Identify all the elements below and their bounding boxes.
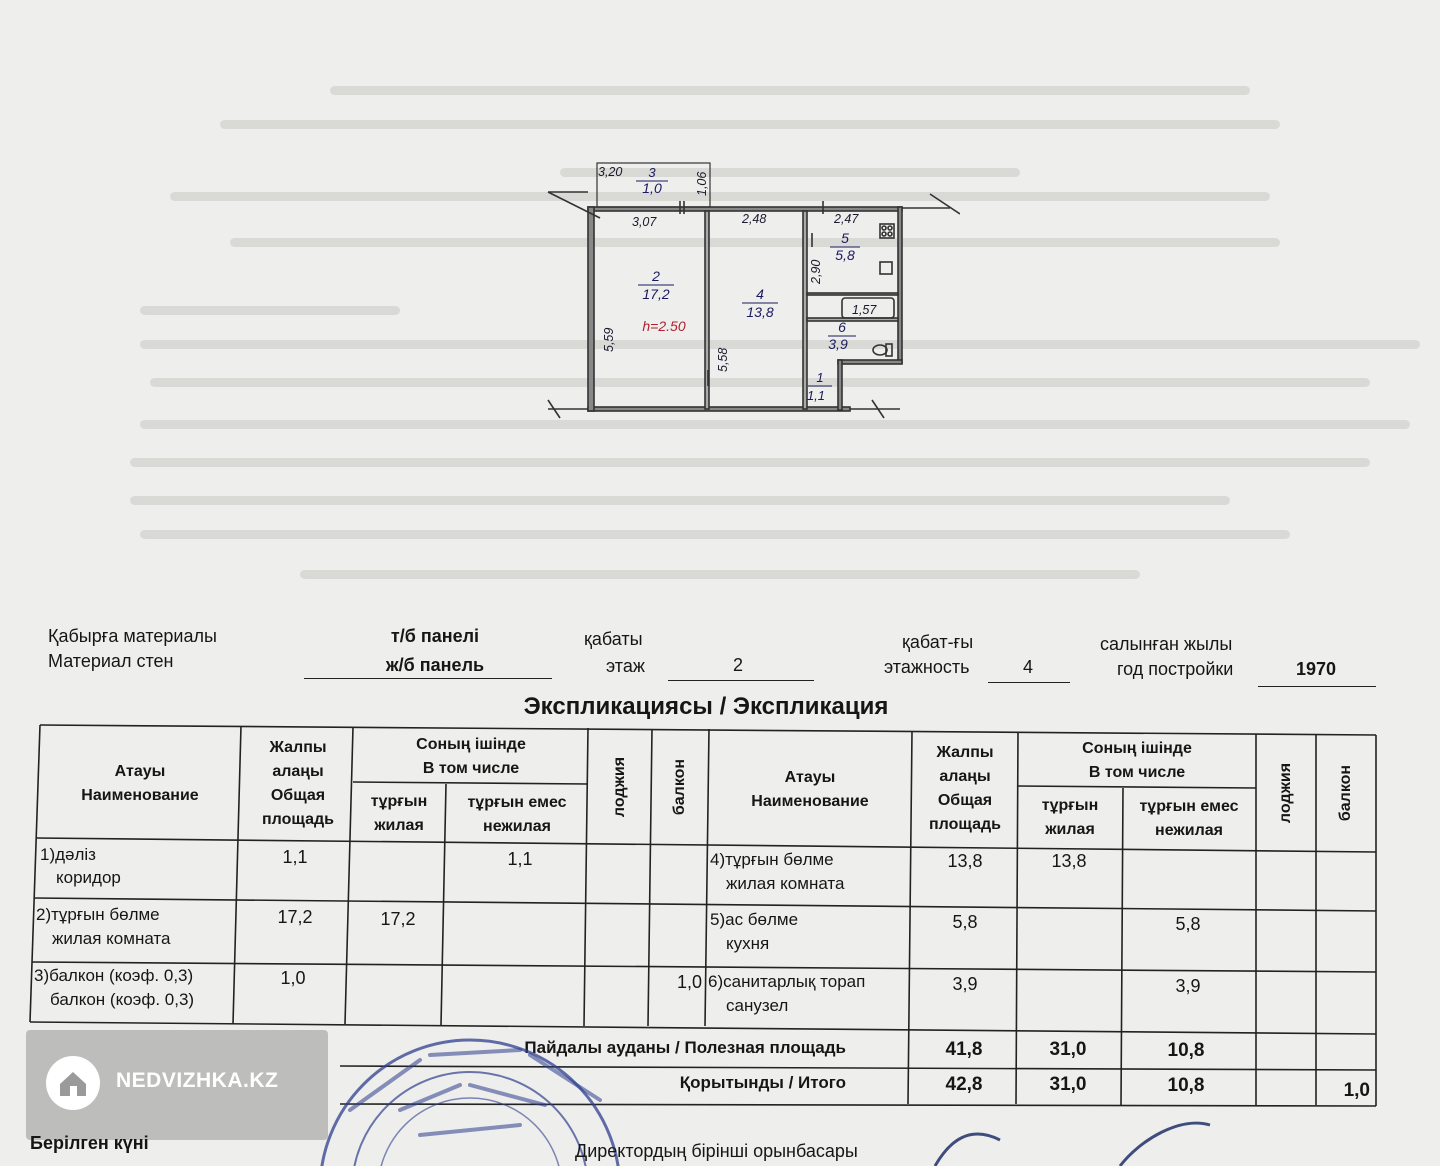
header-living-left [352,790,446,838]
right-row1-name2: жилая комната [726,874,845,893]
dim-balcony-depth: 1,06 [695,171,709,196]
room-6-area: 3,9 [828,336,848,352]
left-row3-total: 1,0 [280,968,306,988]
header-balcony-left: балкон [671,758,688,816]
header-name-right [712,766,908,814]
header-living-right [1018,794,1122,842]
dim-room2-length: 5,59 [602,327,616,352]
header-total-left [244,736,352,832]
right-row3-name2: санузел [726,996,789,1015]
header-living-kz-r: тұрғын [1041,797,1099,814]
header-incl-ru-r: В том числе [1088,764,1186,781]
wall-material-label-ru: Материал стен [48,651,174,671]
header-incl-right [1018,737,1256,785]
header-nonliving-ru: нежилая [483,818,551,835]
room-5-area: 5,8 [835,247,855,263]
room-3-area: 1,0 [642,180,662,196]
useful-area-living: 31,0 [1049,1039,1087,1060]
header-total-kz2-r: алаңы [939,768,991,785]
header-name-ru-r: Наименование [751,793,869,810]
dim-room4-length: 5,58 [716,347,730,372]
room-1-area: 1,1 [806,388,826,403]
right-row3-nonliving: 3,9 [1175,976,1201,996]
header-total-kz1-r: Жалпы [936,744,994,761]
left-row1-name1: 1)дәліз [40,845,96,864]
wall-material-value-kz: т/б панелі [390,626,480,646]
header-total-ru1-r: Общая [937,792,993,809]
right-row3-name1: 6)санитарлық торап [708,972,866,991]
header-total-kz1: Жалпы [269,739,327,756]
room-2-number: 2 [652,268,660,284]
itogo-label: Қорытынды / Итого [679,1073,846,1092]
left-row2-living: 17,2 [380,909,416,929]
issued-label: Берілген күні [30,1133,149,1153]
dim-balcony-width: 3,20 [598,165,623,179]
header-name-left [40,760,240,808]
header-balcony-right: балкон [1337,764,1354,822]
right-row2-total: 5,8 [952,912,978,932]
itogo-living: 31,0 [1049,1074,1087,1095]
dim-kitchen-depth: 2,90 [809,259,823,284]
floor-label-ru: этаж [606,656,645,676]
header-total-right [912,741,1018,837]
header-loggia-left: лоджия [611,756,628,818]
room-6-number: 6 [838,319,846,335]
header-loggia-right: лоджия [1277,762,1294,824]
room-4-area: 13,8 [746,304,774,320]
dim-bath: 1,57 [852,303,877,317]
right-row1-total: 13,8 [947,851,983,871]
header-name-kz-r: Атауы [784,769,836,786]
dim-room4-width: 2,48 [742,212,767,226]
useful-area-total: 41,8 [945,1039,983,1060]
room-3-number: 3 [648,165,656,180]
room-5-number: 5 [841,230,849,246]
right-row2-name1: 5)ас бөлме [710,910,799,929]
left-row1-total: 1,1 [282,847,308,867]
home-icon [46,1056,100,1110]
dim-kitchen-width: 2,47 [834,212,859,226]
header-living-ru: жилая [374,817,424,834]
header-incl-ru: В том числе [422,760,520,777]
signature [920,1112,1220,1166]
header-nonliving-left [446,791,588,839]
left-row3-name1: 3)балкон (коэф. 0,3) [34,966,194,985]
explication-title: Экспликациясы / Экспликация [523,693,889,720]
room-4-number: 4 [756,286,764,302]
year-value: 1970 [1295,659,1337,679]
header-nonliving-right [1122,795,1256,843]
useful-area-nonliving: 10,8 [1167,1040,1205,1061]
itogo-total: 42,8 [945,1074,983,1095]
left-row2-name1: 2)тұрғын бөлме [36,905,160,924]
floor-label-kz: қабаты [584,629,643,649]
ceiling-height: h=2.50 [642,318,686,334]
left-row3-balcony: 1,0 [676,972,702,992]
itogo-nonliving: 10,8 [1167,1075,1205,1096]
header-nonliving-ru-r: нежилая [1155,822,1223,839]
watermark-text: NEDVIZHKA.KZ [116,1069,279,1092]
left-row1-name2: коридор [56,868,121,887]
header-incl-kz: Соның ішінде [416,736,526,753]
header-total-ru1: Общая [270,787,326,804]
right-row2-name2: кухня [726,934,770,953]
header-living-kz: тұрғын [370,793,428,810]
wall-material-value-ru: ж/б панель [385,655,485,675]
header-nonliving-kz: тұрғын емес [467,794,567,811]
header-incl-kz-r: Соның ішінде [1082,740,1192,757]
right-row1-name1: 4)тұрғын бөлме [710,850,834,869]
room-2-area: 17,2 [642,286,670,302]
left-row2-total: 17,2 [277,907,313,927]
dim-room2-width: 3,07 [632,215,657,229]
left-row1-nonliving: 1,1 [507,849,533,869]
floor-value: 2 [732,655,743,675]
header-incl-left [354,733,588,781]
left-row3-name2: балкон (коэф. 0,3) [50,990,195,1009]
useful-area-label: Пайдалы ауданы / Полезная площадь [524,1038,846,1057]
room-1-number: 1 [816,370,824,385]
header-name-kz: Атауы [114,763,166,780]
header-total-kz2: алаңы [272,763,324,780]
year-label-ru: год постройки [1117,659,1234,679]
wall-material-label-kz: Қабырға материалы [48,626,217,646]
floors-label-kz: қабат-ғы [902,632,974,652]
right-row1-living: 13,8 [1051,851,1087,871]
deputy-label: Директордың бірінші орынбасары [575,1141,858,1161]
floors-value: 4 [1022,657,1033,677]
year-label-kz: салынған жылы [1100,634,1233,654]
header-total-ru2-r: площадь [929,816,1001,833]
right-row2-nonliving: 5,8 [1175,914,1201,934]
header-total-ru2: площадь [262,811,334,828]
header-name-ru: Наименование [81,787,199,804]
header-nonliving-kz-r: тұрғын емес [1139,798,1239,815]
header-living-ru-r: жилая [1045,821,1095,838]
left-row2-name2: жилая комната [52,929,171,948]
floors-label-ru: этажность [884,657,970,677]
itogo-balcony: 1,0 [1343,1080,1370,1101]
right-row3-total: 3,9 [952,974,978,994]
